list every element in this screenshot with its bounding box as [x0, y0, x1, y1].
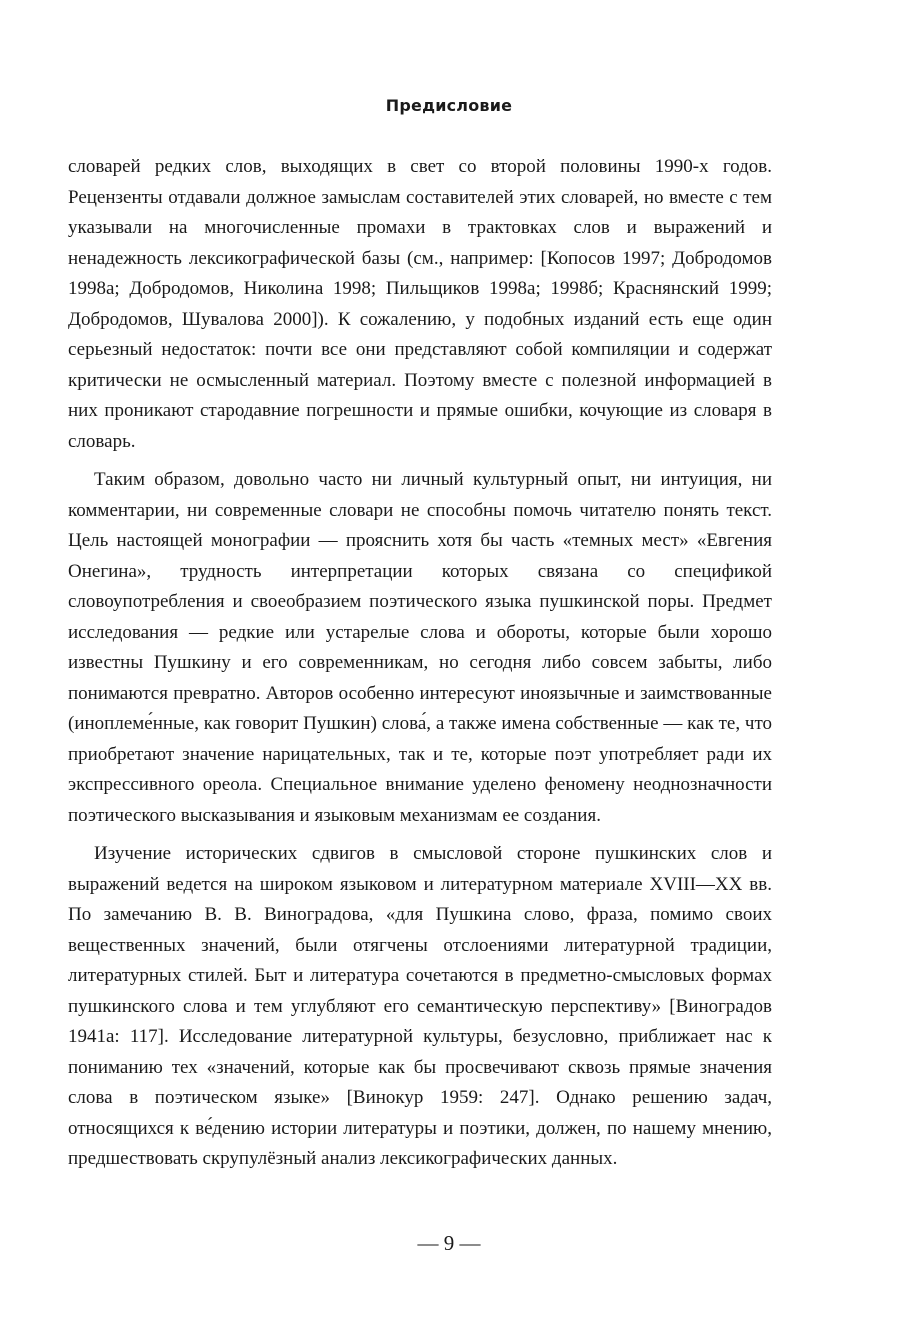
- running-head: Предисловие: [385, 96, 513, 115]
- paragraph-3: Изучение исторических сдвигов в смысловой стороне пушкинских слов и выражений ведется на широком языковом и литературном материале XVIII—XX вв. По замечанию В. В. Виноградова, «для Пушкина слово, фраза, помимо своих вещественных значений, были отягчены отслоениями литературной традиции, литературных стилей. Быт и литература сочетаются в предметно-смысловых формах пушкинского слова и тем углубляют его семантическую перспективу» [Виноградов 1941а: 117]. Исследование литературной культуры, безусловно, приближает нас к пониманию тех «значений, которые как бы просвечивают сквозь прямые значения слова в поэтическом языке» [Винокур 1959: 247]. Однако решению задач, относящихся к ве́дению истории литературы и поэтики, должен, по нашему мнению, предшествовать скрупулёзный анализ лексикографических данных.: [68, 843, 772, 1169]
- body-text: [68, 152, 772, 1175]
- page-number: — 9 —: [417, 1231, 481, 1255]
- paragraph-1: словарей редких слов, выходящих в свет со второй половины 1990-х годов. Рецензенты отдавали должное замыслам составителей этих словарей, но вместе с тем указывали на многочисленные промахи в трактовках слов и выражений и ненадежность лексикографической базы (см., например: [Копосов 1997; Добродомов 1998а; Добродомов, Николина 1998; Пильщиков 1998а; 1998б; Краснянский 1999; Добродомов, Шувалова 2000]). К сожалению, у подобных изданий есть еще один серьезный недостаток: почти все они представляют собой компиляции и содержат критически не осмысленный материал. Поэтому вместе с полезной информацией в них проникают стародавние погрешности и прямые ошибки, кочующие из словаря в словарь.: [68, 156, 772, 452]
- paragraph-2: Таким образом, довольно часто ни личный культурный опыт, ни интуиция, ни комментарии, ни современные словари не способны помочь читателю понять текст. Цель настоящей монографии — прояснить хотя бы часть «темных мест» «Евгения Онегина», трудность интерпретации которых связана со спецификой словоупотребления и своеобразием поэтического языка пушкинской поры. Предмет исследования — редкие или устарелые слова и обороты, которые были хорошо известны Пушкину и его современникам, но сегодня либо совсем забыты, либо понимаются превратно. Авторов особенно интересуют иноязычные и заимствованные (иноплеме́нные, как говорит Пушкин) слова́, а также имена собственные — как те, что приобретают значение нарицательных, так и те, которые поэт употребляет ради их экспрессивного ореола. Специальное внимание уделено феномену неоднозначности поэтического высказывания и языковым механизмам ее создания.: [68, 469, 772, 826]
